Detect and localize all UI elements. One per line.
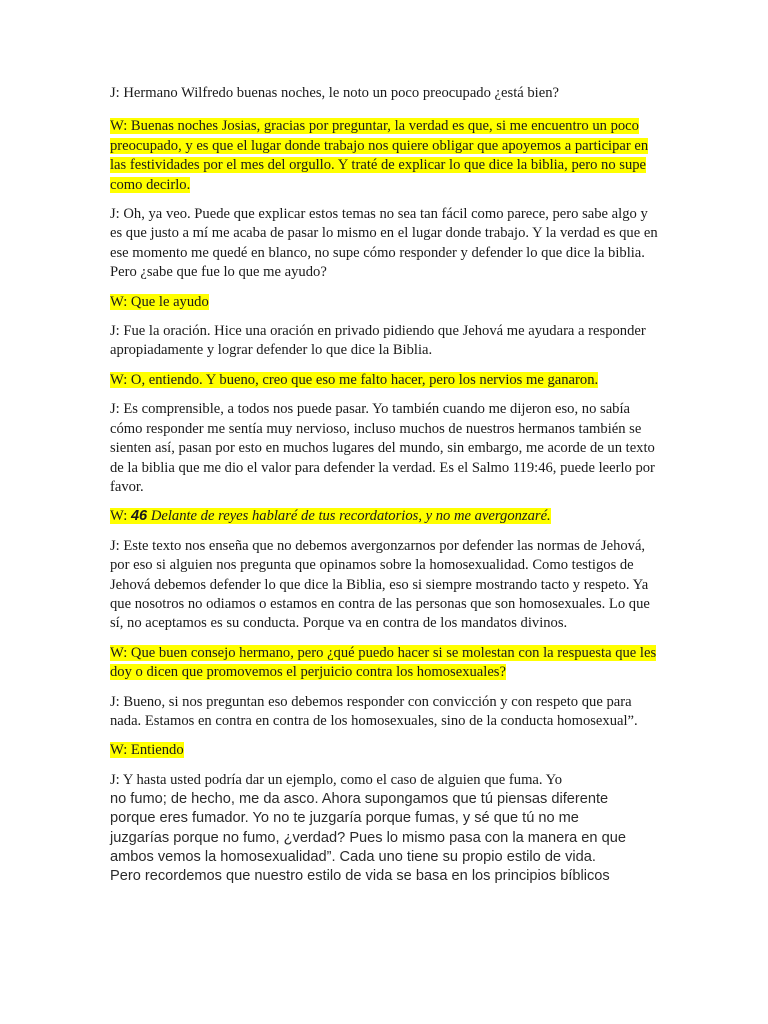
verse-text: Delante de reyes hablaré de tus recordatorios, y no me avergonzaré. [147,508,551,525]
dialogue-j-7-line: juzgarías porque no fumo, ¿verdad? Pues lo mismo pasa con la manera en que [110,829,626,846]
dialogue-j-2: J: Oh, ya veo. Puede que explicar estos temas no sea tan fácil como parece, pero sabe algo y es que justo a mí me acaba de pasar lo mismo en el lugar donde trabajo. Y la verdad es que en ese momento me quedé en blanco, no supe cómo responder y defender lo que dice la biblia. Pero ¿sabe que fue lo que me ayudo? [110,206,658,281]
dialogue-j-1: J: Hermano Wilfredo buenas noches, le noto un poco preocupado ¿está bien? [110,85,559,101]
dialogue-j-3: J: Fue la oración. Hice una oración en privado pidiendo que Jehová me ayudara a responder apropiadamente y lograr defender lo que dice la Biblia. [110,323,646,359]
highlighted-text: W: Que buen consejo hermano, pero ¿qué puedo hacer si se molestan con la respuesta que les doy o dicen que promovemos el perjuicio contra los homosexuales? [110,644,657,681]
highlighted-text: W: Entiendo [110,742,184,759]
dialogue-w-3 [110,371,660,390]
dialogue-j-7-line: Pero recordemos que nuestro estilo de vida se basa en los principios bíblicos [110,868,610,884]
dialogue-j-7-line: porque eres fumador. Yo no te juzgaría porque fumas, y sé que tú no me [110,810,579,827]
highlighted-text: W: Que le ayudo [110,293,209,310]
verse-speaker: W: [110,508,131,525]
dialogue-w-2 [110,293,660,312]
dialogue-j-5: J: Este texto nos enseña que no debemos avergonzarnos por defender las normas de Jehová, por eso si alguien nos pregunta que opinamos sobre la homosexualidad. Como testigos de Jehová debemos defender lo que dice la Biblia, eso si siempre mostrando tacto y respeto. Ya que nosotros no odiamos o estamos en contra de las personas que son homosexuales. Lo que sí, no aceptamos es su conducta. Porque va en contra de los mandatos divinos. [110,537,650,632]
dialogue-j-7: J: Y hasta usted podría dar un ejemplo, como el caso de alguien que fuma. Yo [110,771,563,788]
highlighted-text: W: Buenas noches Josias, gracias por preguntar, la verdad es que, si me encuentro un poco preocupado, y es que el lugar donde trabajo nos quiere obligar que apoyemos a participar en las festividades por el mes del orgullo. Y traté de explicar lo que dice la biblia, pero no supe como decirlo. [110,118,649,193]
dialogue-w-1 [110,117,660,195]
dialogue-j-6: J: Bueno, si nos preguntan eso debemos responder con convicción y con respeto que para nada. Estamos en contra en contra de los homosexuales, sino de la conducta homosexual”. [110,693,638,729]
dialogue-w-4 [110,644,660,683]
dialogue-j-7-line: no fumo; de hecho, me da asco. Ahora supongamos que tú piensas diferente [110,791,609,808]
dialogue-j-7-line: ambos vemos la homosexualidad”. Cada uno tiene su propio estilo de vida. [110,848,596,865]
dialogue-j-4: J: Es comprensible, a todos nos puede pasar. Yo también cuando me dijeron eso, no sabía cómo responder me sentía muy nervioso, incluso muchos de nuestros hermanos también se sienten así, pasan por esto en muchos lugares del mundo, sin embargo, me acorde de un texto de la biblia que me dio el valor para defender la verdad. Es el Salmo 119:46, puede leerlo por favor. [110,401,655,495]
verse-number: 46 [130,508,148,525]
dialogue-w-5 [110,741,660,760]
dialogue-w-verse [110,507,660,526]
highlighted-text: W: O, entiendo. Y bueno, creo que eso me falto hacer, pero los nervios me ganaron. [110,371,599,388]
highlighted-text [110,508,551,524]
